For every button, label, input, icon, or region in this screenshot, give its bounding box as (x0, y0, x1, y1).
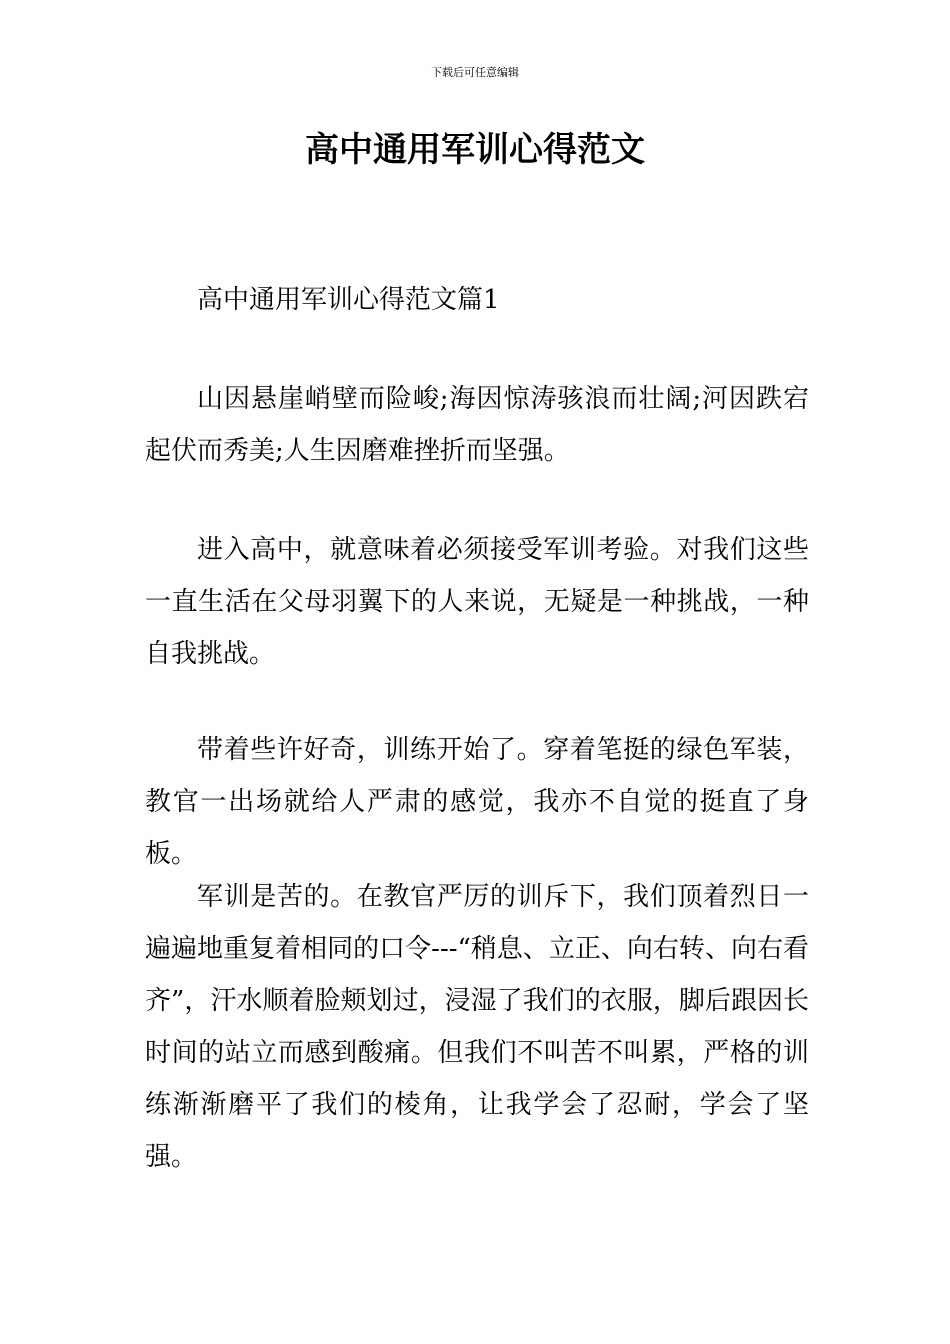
paragraph: 军训是苦的。在教官严厉的训斥下，我们顶着烈日一遍遍地重复着相同的口令---“稍息、立正、向右转、向右看齐”，汗水顺着脸颊划过，浸湿了我们的衣服，脚后跟因长时间的站立而感到酸痛。但我们不叫苦不叫累，严格的训练渐渐磨平了我们的棱角，让我学会了忍耐，学会了坚强。 (145, 882, 809, 1172)
paragraph: 山因悬崖峭壁而险峻;海因惊涛骇浪而壮阔;河因跌宕起伏而秀美;人生因磨难挫折而坚强。 (145, 384, 809, 466)
document-title: 高中通用军训心得范文 (305, 130, 645, 170)
section-heading: 高中通用军训心得范文篇1 (197, 285, 500, 315)
paragraph: 带着些许好奇，训练开始了。穿着笔挺的绿色军装，教官一出场就给人严肃的感觉，我亦不自觉的挺直了身板。 (145, 735, 809, 869)
paragraph: 进入高中，就意味着必须接受军训考验。对我们这些一直生活在父母羽翼下的人来说，无疑是一种挑战，一种自我挑战。 (145, 535, 809, 669)
header-note: 下载后可任意编辑 (431, 66, 519, 79)
